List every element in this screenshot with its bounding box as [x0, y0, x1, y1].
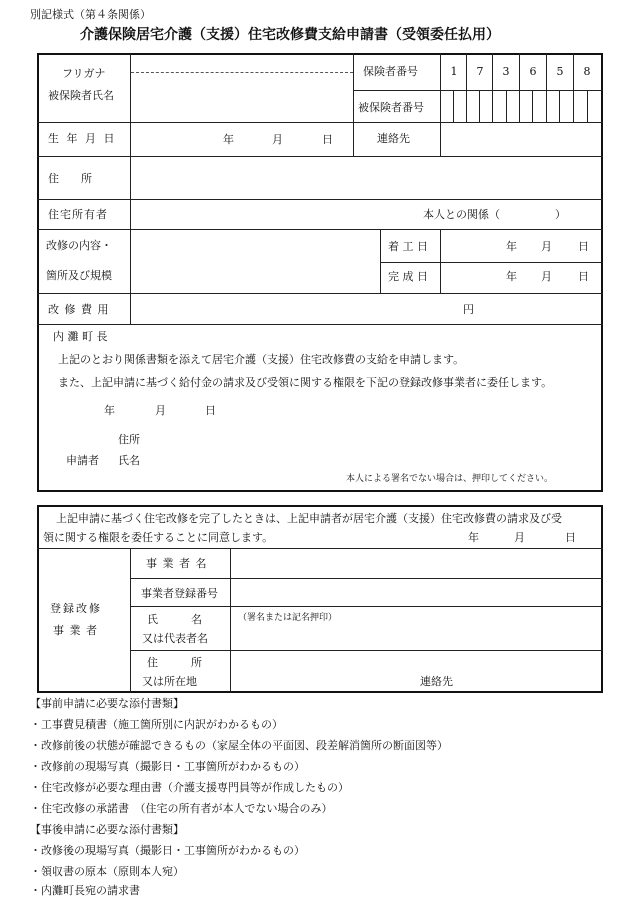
seal-note: 本人による署名でない場合は、押印してください。	[346, 474, 554, 484]
application-day-unit: 日	[205, 404, 216, 417]
cost-field[interactable]	[131, 294, 456, 323]
contractor-address-label-2: 又は所在地	[142, 675, 197, 688]
address-field[interactable]	[131, 157, 602, 198]
owner-field[interactable]	[131, 200, 411, 228]
contractor-address-label-1: 住 所	[147, 656, 202, 669]
insured-number-label: 被保険者番号	[358, 101, 424, 114]
application-month-unit: 月	[155, 404, 166, 417]
renovation-content-label-1: 改修の内容・	[46, 239, 112, 252]
representative-name-label-2: 又は代表者名	[142, 632, 208, 645]
cost-label: 改 修 費 用	[48, 303, 110, 316]
pre-attachment-item: ・住宅改修が必要な理由書（介護支援専門員等が作成したもの）	[30, 781, 349, 794]
owner-label: 住宅所有者	[48, 208, 108, 221]
contractor-contact-field[interactable]	[460, 670, 600, 691]
consent-year-unit: 年	[468, 531, 479, 544]
insurer-number-label: 保険者番号	[363, 65, 418, 78]
pre-attachment-item: ・住宅改修の承諾書 （住宅の所有者が本人でない場合のみ）	[30, 802, 333, 815]
consent-day-unit: 日	[565, 531, 576, 544]
contact-label: 連絡先	[377, 132, 410, 145]
birth-date-field[interactable]	[131, 123, 352, 155]
application-year-unit: 年	[104, 404, 115, 417]
insurer-digit-6: 8	[583, 65, 591, 78]
applicant-label: 申請者	[66, 454, 99, 467]
complete-date-label: 完 成 日	[388, 270, 428, 283]
pre-attachment-item: ・工事費見積書（施工箇所別に内訳がわかるもの）	[30, 718, 283, 731]
consent-line-1: 上記申請に基づく住宅改修を完了したときは、上記申請者が居宅介護（支援）住宅改修費の請求及び受	[56, 512, 562, 525]
birth-day-unit: 日	[322, 133, 333, 146]
insurer-digit-2: 7	[476, 65, 484, 78]
registration-number-field[interactable]	[231, 579, 602, 605]
representative-name-field[interactable]	[231, 628, 602, 649]
insured-number-field[interactable]	[441, 91, 602, 121]
applicant-name-label: 氏名	[118, 454, 140, 467]
start-year-unit: 年	[506, 240, 517, 253]
applicant-name-field[interactable]	[150, 450, 590, 470]
form-note: 別記様式（第４条関係）	[30, 8, 151, 21]
addressee: 内 灘 町 長	[53, 330, 108, 343]
complete-day-unit: 日	[578, 270, 589, 283]
complete-year-unit: 年	[506, 270, 517, 283]
start-month-unit: 月	[541, 240, 552, 253]
renovation-content-label-2: 箇所及び規模	[46, 269, 112, 282]
insurer-digit-5: 5	[556, 65, 564, 78]
start-day-unit: 日	[578, 240, 589, 253]
application-paragraph-2: また、上記申請に基づく給付金の請求及び受領に関する権限を下記の登録改修事業者に委任します。	[58, 376, 553, 389]
complete-date-field[interactable]	[441, 263, 602, 292]
contractor-address-field[interactable]	[231, 651, 411, 692]
pre-attachments-heading: 【事前申請に必要な添付書類】	[30, 697, 184, 710]
page-title: 介護保険居宅介護（支援）住宅改修費支給申請書（受領委任払用）	[80, 27, 500, 43]
business-name-field[interactable]	[231, 549, 602, 577]
post-attachment-item: ・改修後の現場写真（撮影日・工事箇所がわかるもの）	[30, 844, 305, 857]
insured-name-field[interactable]	[131, 73, 352, 121]
contractor-side-label-1: 登録改修	[50, 602, 102, 615]
contact-field[interactable]	[441, 123, 602, 155]
birth-date-label: 生 年 月 日	[48, 132, 117, 145]
post-attachment-item: ・内灘町長宛の請求書	[30, 884, 140, 897]
contractor-contact-label: 連絡先	[420, 675, 453, 688]
address-label: 住 所	[48, 172, 92, 185]
insurer-digit-3: 3	[502, 65, 510, 78]
signature-note: （署名または記名押印）	[238, 613, 338, 623]
start-date-label: 着 工 日	[388, 240, 428, 253]
application-paragraph-1: 上記のとおり関係書類を添えて居宅介護（支援）住宅改修費の支給を申請します。	[58, 353, 465, 366]
cost-unit: 円	[463, 303, 474, 316]
consent-month-unit: 月	[514, 531, 525, 544]
relation-label: 本人との関係（ ）	[423, 208, 566, 221]
representative-name-label-1: 氏 名	[147, 613, 202, 626]
insurer-digit-4: 6	[529, 65, 537, 78]
insured-name-label: 被保険者氏名	[48, 89, 114, 102]
furigana-label: フリガナ	[62, 67, 106, 80]
applicant-address-field[interactable]	[150, 428, 590, 448]
pre-attachment-item: ・改修前後の状態が確認できるもの（家屋全体の平面図、段差解消箇所の断面図等）	[30, 739, 448, 752]
consent-line-2: 領に関する権限を委任することに同意します。	[43, 531, 274, 544]
complete-month-unit: 月	[541, 270, 552, 283]
furigana-field[interactable]	[131, 54, 352, 71]
registration-number-label: 事業者登録番号	[141, 587, 218, 600]
contractor-side-label-2: 事 業 者	[53, 624, 98, 637]
post-attachment-item: ・領収書の原本（原則本人宛）	[30, 865, 184, 878]
birth-year-unit: 年	[223, 133, 234, 146]
post-attachments-heading: 【事後申請に必要な添付書類】	[30, 823, 184, 836]
pre-attachment-item: ・改修前の現場写真（撮影日・工事箇所がわかるもの）	[30, 760, 305, 773]
renovation-content-field[interactable]	[131, 230, 379, 292]
insurer-digit-1: 1	[450, 65, 458, 78]
business-name-label: 事 業 者 名	[146, 557, 208, 570]
start-date-field[interactable]	[441, 230, 602, 261]
birth-month-unit: 月	[272, 133, 283, 146]
applicant-address-label: 住所	[118, 433, 140, 446]
